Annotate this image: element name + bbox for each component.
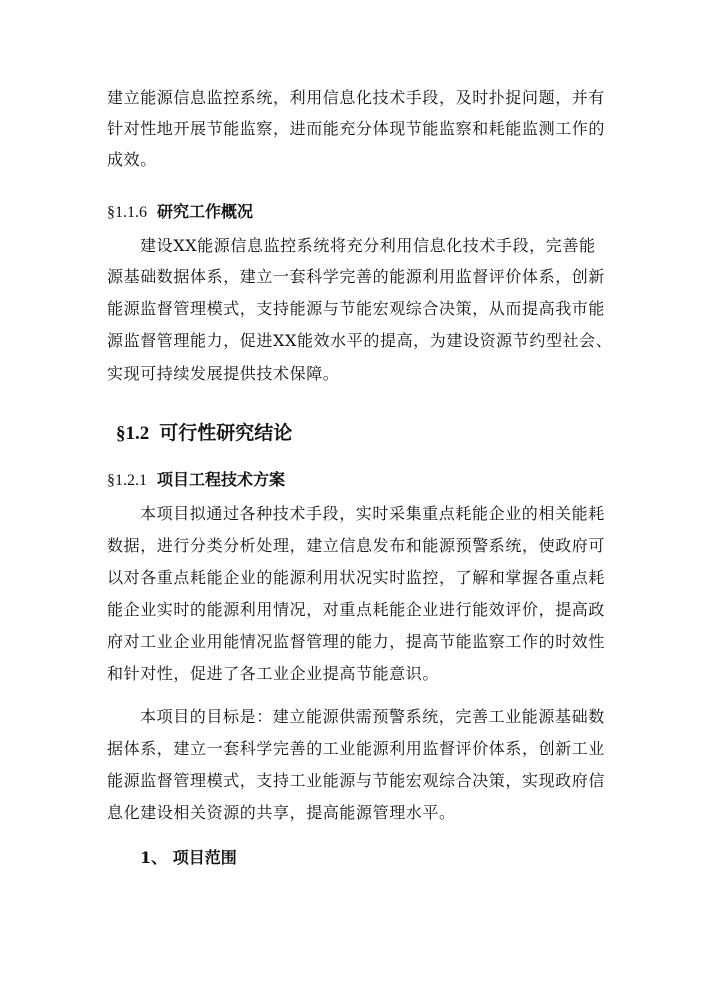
paragraph-line: 本项目拟通过各种技术手段，实时采集重点耗能企业的相关能耗 — [140, 504, 605, 523]
paragraph-line: 本项目的目标是：建立能源供需预警系统，完善工业能源基础数 — [140, 707, 605, 726]
section-number: §1.2.1 — [107, 472, 147, 489]
paragraph-line: 据体系，建立一套科学完善的工业能源利用监督评价体系，创新工业 — [107, 739, 606, 758]
section-number: §1.2 — [116, 423, 150, 444]
paragraph-line: 数据，进行分类分析处理，建立信息发布和能源预警系统，使政府可 — [107, 536, 606, 555]
section-title: 项目工程技术方案 — [157, 470, 286, 489]
paragraph-line: 建设XX能源信息监控系统将充分利用信息化技术手段，完善能 — [140, 236, 596, 255]
paragraph-line: 源监督管理能力，促进XX能效水平的提高，为建设资源节约型社会、 — [107, 331, 613, 350]
paragraph-line: 能源监督管理模式，支持能源与节能宏观综合决策，从而提高我市能 — [107, 299, 606, 318]
paragraph-line: 源基础数据体系，建立一套科学完善的能源利用监督评价体系，创新 — [107, 267, 606, 286]
paragraph-line: 息化建设相关资源的共享，提高能源管理水平。 — [107, 803, 456, 822]
section-heading-1-2 — [116, 420, 292, 447]
section-title: 研究工作概况 — [157, 202, 254, 221]
section-heading-1-1-6 — [107, 201, 253, 224]
paragraph-line: 能源监督管理模式，支持工业能源与节能宏观综合决策，实现政府信 — [107, 771, 606, 790]
item-heading-1: 1、 项目范围 — [140, 848, 237, 867]
section-number: §1.1.6 — [107, 204, 147, 221]
intro-line: 成效。 — [107, 150, 157, 169]
paragraph-line: 能企业实时的能源利用情况，对重点耗能企业进行能效评价，提高政 — [107, 600, 606, 619]
section-title: 可行性研究结论 — [159, 422, 293, 444]
paragraph-line: 和针对性，促进了各工业企业提高节能意识。 — [107, 664, 440, 683]
intro-line: 针对性地开展节能监察，进而能充分体现节能监察和耗能监测工作的 — [107, 119, 606, 138]
paragraph-line: 实现可持续发展提供技术保障。 — [107, 364, 340, 383]
paragraph-line: 府对工业企业用能情况监督管理的能力，提高节能监察工作的时效性 — [107, 632, 606, 651]
section-heading-1-2-1 — [107, 469, 285, 492]
paragraph-line: 以对各重点耗能企业的能源利用状况实时监控，了解和掌握各重点耗 — [107, 568, 606, 587]
intro-line: 建立能源信息监控系统，利用信息化技术手段，及时扑捉问题，并有 — [107, 88, 606, 107]
